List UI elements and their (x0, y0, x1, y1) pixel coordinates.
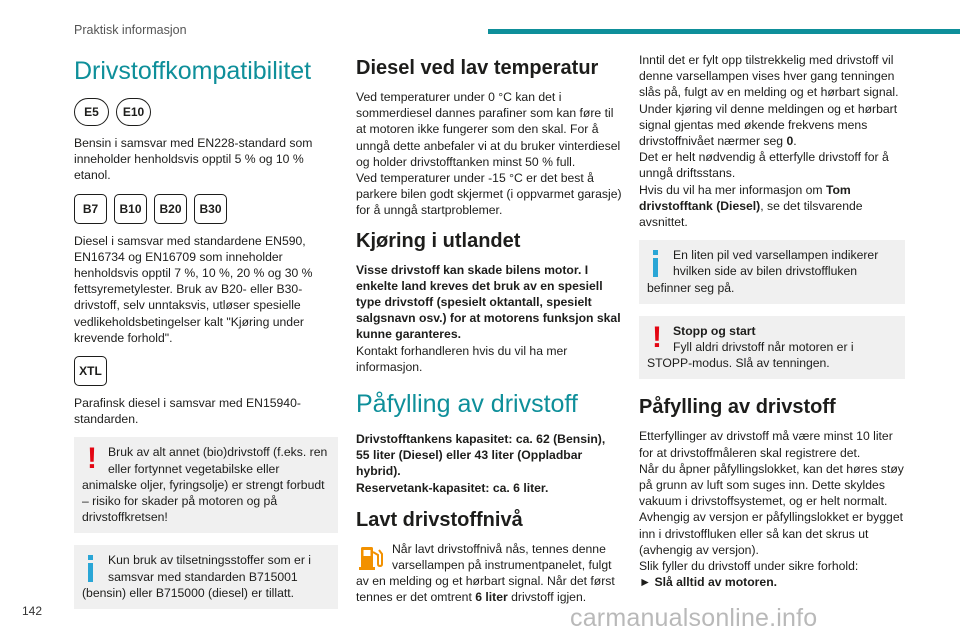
fuel-pump-icon (356, 542, 386, 572)
warning-icon: ! (87, 442, 97, 476)
section-title-refuel-capacity: Påfylling av drivstoff (356, 390, 578, 419)
warning-lamp-text-b: . (793, 134, 797, 149)
more-info-text (639, 182, 905, 231)
info-note-text: Kun bruk av tilsetningsstoffer som er i samsvar med standarden B715001 (bensin) eller B715000 (diesel) er tillatt. (82, 553, 311, 600)
diesel-description: Diesel i samsvar med standardene EN590, EN16734 og EN16709 som inneholder henholdsvis opptil 7 %, 10 %, 20 % og 30 % fettsyremetylester. Bruk av B20- eller B30-drivstoff, selv unntaksvis, utløser spesielle vedlikeholdsbetingelser kalt "Kjøring under krevende forhold". (74, 233, 313, 345)
diesel-low-temp-p2: Ved temperaturer under -15 °C er det best å parkere bilen godt skjermet (i oppvarmet garasje) for å unngå startproblemer. (356, 171, 622, 218)
low-fuel-text-b: drivstoff igjen. (507, 590, 587, 605)
info-note-arrow-text: En liten pil ved varsellampen indikerer hvilken side av bilen drivstoffluken befinner seg på. (647, 248, 879, 295)
refuel-p2: Når du åpner påfyllingslokket, kan det høres støy på grunn av luft som suges inn. Dette skyldes vakuum i drivstoffsystemet, og er helt normalt. (639, 461, 904, 509)
reserve-capacity: Reservetank-kapasitet: ca. 6 liter. (356, 480, 549, 495)
watermark: carmanualsonline.info (570, 604, 818, 632)
header-accent-bar (488, 29, 960, 34)
tank-capacity: Drivstofftankens kapasitet: ca. 62 (Bensin), 55 liter (Diesel) eller 43 liter (Oppladbar hybrid). (356, 432, 606, 479)
fuel-badge-e10: E10 (116, 98, 151, 126)
info-icon (647, 247, 667, 279)
running-header: Praktisk informasjon (74, 23, 187, 37)
fuel-level-zero: 0 (786, 134, 794, 149)
warning-lamp-text-a: Inntil det er fylt opp tilstrekkelig med drivstoff vil denne varsellampen vises hver gang tenningen slås på, fulgt av en melding og et hørbart signal. Under kjøring vil denne meldingen og et hørbart signal gjentas med økende frekvens mens drivstoffnivået nærmer seg (639, 53, 899, 149)
more-info-text-a: Hvis du vil ha mer informasjon om (639, 182, 826, 197)
info-note-arrow (639, 240, 905, 304)
warning-icon: ! (652, 320, 662, 354)
fuel-badge-b30: B30 (194, 194, 227, 224)
refuel-p4: Slik fyller du drivstoff under sikre forhold: (639, 559, 859, 574)
refill-necessary-text: Det er helt nødvendig å etterfylle drivstoff for å unngå driftsstans. (639, 150, 889, 181)
warning-note-stop-start (639, 316, 905, 380)
section-title-diesel-low-temp: Diesel ved lav temperatur (356, 57, 599, 79)
info-icon (82, 552, 102, 584)
petrol-badges (74, 98, 338, 126)
refuel-p1: Etterfyllinger av drivstoff må være minst 10 liter for at drivstoffmåleren skal registrere det. (639, 429, 893, 460)
warning-note-biofuel (74, 437, 338, 533)
more-info-text-b: , se det tilsvarende avsnittet. (639, 198, 863, 230)
abroad-warning-bold: Visse drivstoff kan skade bilens motor. I enkelte land kreves det bruk av en spesiell type drivstoff (spesielt oktantall, spesielt salgsnavn osv.) for at motorens funksjon skal kunne garanteres. (356, 262, 621, 342)
fuel-badge-e5: E5 (74, 98, 109, 126)
diesel-badges (74, 194, 338, 224)
page-number: 142 (22, 604, 43, 618)
section-title-refuelling: Påfylling av drivstoff (639, 396, 836, 419)
warning-note-stop-start-text: Fyll aldri drivstoff når motoren er i STOPP-modus. Slå av tenningen. (647, 340, 854, 371)
xtl-description: Parafinsk diesel i samsvar med EN15940-standarden. (74, 396, 301, 427)
fuel-badge-xtl: XTL (74, 356, 107, 386)
fuel-badge-b20: B20 (154, 194, 187, 224)
warning-note-text: Bruk av alt annet (bio)drivstoff (f.eks. ren eller fortynnet vegetabilske eller animalske oljer, fyringsolje) er strengt forbudt – risiko for skader på motoren og på drivstoffkretsen! (82, 445, 328, 525)
info-note-additives (74, 545, 338, 609)
low-fuel-text-a: Når lavt drivstoffnivå nås, tennes denne varsellampen på instrumentpanelet, fulgt av en melding og et hørbart signal. Når det først tennes er det omtrent (356, 541, 615, 605)
petrol-description: Bensin i samsvar med EN228-standard som inneholder henholdsvis opptil 5 % og 10 % etanol. (74, 136, 313, 183)
warning-note-stop-start-title: Stopp og start (673, 323, 756, 338)
column-2 (356, 52, 622, 612)
refuel-step-engine-off: ► Slå alltid av motoren. (639, 575, 778, 590)
section-title-low-fuel: Lavt drivstoffnivå (356, 508, 523, 531)
xtl-badges (74, 356, 338, 386)
low-fuel-text (356, 541, 622, 606)
refuel-p3: Avhengig av versjon er påfyllingslokket er bygget inn i drivstoffluken eller så kan det skrus ut (avhengig av versjon). (639, 510, 903, 557)
column-3 (639, 52, 905, 596)
abroad-contact-text: Kontakt forhandleren hvis du vil ha mer informasjon. (356, 343, 568, 374)
empty-tank-reference: Tom drivstofftank (Diesel) (639, 182, 851, 213)
warning-lamp-text (639, 52, 905, 149)
low-fuel-litres: 6 liter (475, 590, 508, 605)
fuel-badge-b10: B10 (114, 194, 147, 224)
diesel-low-temp-p1: Ved temperaturer under 0 °C kan det i sommerdiesel dannes parafiner som kan føre til at motoren ikke fungerer som den skal. For å unngå dette anbefaler vi at du bruker vinterdiesel og holder drivstofftanken minst 50 % full. (356, 90, 621, 169)
section-title-compatibility: Drivstoffkompatibilitet (74, 57, 312, 85)
fuel-badge-b7: B7 (74, 194, 107, 224)
column-1 (74, 52, 338, 621)
section-title-abroad: Kjøring i utlandet (356, 229, 521, 252)
